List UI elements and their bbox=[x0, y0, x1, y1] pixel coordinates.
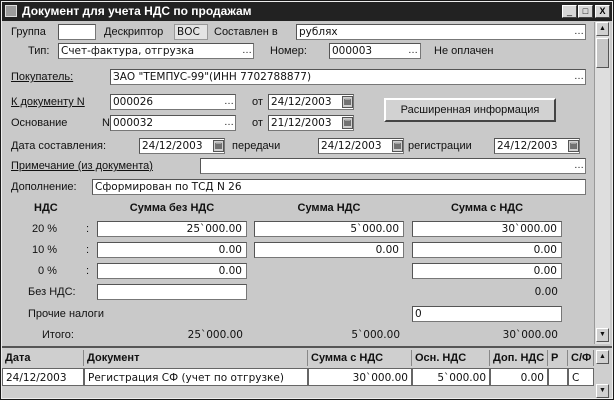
basis-from-label: от bbox=[252, 117, 263, 129]
total-vat: 5`000.00 bbox=[351, 329, 400, 341]
app-icon[interactable] bbox=[5, 5, 17, 17]
total-label: Итого: bbox=[42, 329, 74, 341]
extended-info-button[interactable]: Расширенная информация bbox=[384, 98, 556, 122]
note-field[interactable] bbox=[200, 158, 586, 174]
rate-10-without-vat-field[interactable]: 0.00 bbox=[97, 242, 247, 258]
grid-col-main-vat[interactable]: Осн. НДС bbox=[412, 350, 490, 366]
rate-20-vat-field[interactable]: 5`000.00 bbox=[254, 221, 404, 237]
rate-10-vat-field[interactable]: 0.00 bbox=[254, 242, 404, 258]
maximize-button[interactable]: □ bbox=[578, 5, 593, 18]
descriptor-label: Дескриптор bbox=[104, 26, 164, 38]
basis-calendar-icon[interactable]: ▤ bbox=[343, 118, 352, 127]
number-label: Номер: bbox=[270, 45, 307, 57]
title-bar[interactable] bbox=[2, 2, 612, 21]
grid-scroll-up-icon[interactable]: ▲ bbox=[596, 350, 609, 364]
documents-grid bbox=[2, 346, 612, 399]
transfer-date-field[interactable]: 24/12/2003 bbox=[318, 138, 404, 154]
to-document-label: К документу N bbox=[11, 96, 85, 108]
rate-0-with-vat-field[interactable]: 0.00 bbox=[412, 263, 562, 279]
basis-number-field[interactable]: 000032 bbox=[110, 115, 236, 131]
other-tax-label: Прочие налоги bbox=[28, 308, 104, 320]
no-vat-label: Без НДС: bbox=[28, 286, 76, 298]
doc-type-field[interactable]: Счет-фактура, отгрузка bbox=[58, 43, 254, 59]
note-select-icon[interactable]: … bbox=[574, 160, 584, 171]
colon: : bbox=[86, 223, 90, 235]
rate-10-with-vat-field[interactable]: 0.00 bbox=[412, 242, 562, 258]
registration-date-field[interactable]: 24/12/2003 bbox=[494, 138, 580, 154]
addition-field[interactable]: Сформирован по ТСД N 26 bbox=[92, 179, 586, 195]
group-field[interactable] bbox=[58, 24, 96, 40]
transfer-date-label: передачи bbox=[232, 140, 281, 152]
basis-date-field[interactable]: 21/12/2003 bbox=[268, 115, 354, 131]
grid-cell-document[interactable]: Регистрация СФ (учет по отгрузке) bbox=[84, 368, 308, 386]
transfer-date-calendar-icon[interactable]: ▤ bbox=[393, 141, 402, 150]
grid-scroll-down-icon[interactable]: ▼ bbox=[596, 384, 609, 398]
buyer-field[interactable]: ЗАО "ТЕМПУС-99"(ИНН 7702788877) bbox=[110, 69, 586, 85]
composed-in-label: Составлен в bbox=[214, 26, 278, 38]
grid-col-date[interactable]: Дата bbox=[2, 350, 84, 366]
doc-type-select-icon[interactable]: … bbox=[242, 45, 252, 56]
to-document-select-icon[interactable]: … bbox=[224, 96, 234, 107]
descriptor-field[interactable]: ВОС bbox=[174, 24, 208, 40]
note-label: Примечание (из документа) bbox=[11, 160, 153, 172]
grid-col-sum-with-vat[interactable]: Сумма с НДС bbox=[308, 350, 412, 366]
window-title: Документ для учета НДС по продажам bbox=[22, 4, 252, 18]
composed-date-calendar-icon[interactable]: ▤ bbox=[214, 141, 223, 150]
to-document-from-label: от bbox=[252, 96, 263, 108]
buyer-select-icon[interactable]: … bbox=[574, 71, 584, 82]
grid-cell-sum-with-vat[interactable]: 30`000.00 bbox=[308, 368, 412, 386]
total-with-vat: 30`000.00 bbox=[502, 329, 558, 341]
currency-field[interactable]: рублях bbox=[296, 24, 586, 40]
close-button[interactable]: X bbox=[595, 5, 610, 18]
scroll-down-icon[interactable]: ▼ bbox=[596, 328, 609, 342]
vat-header: НДС bbox=[34, 202, 58, 214]
total-without-vat: 25`000.00 bbox=[187, 329, 243, 341]
grid-cell-main-vat[interactable]: 5`000.00 bbox=[412, 368, 490, 386]
scroll-thumb[interactable] bbox=[596, 38, 609, 68]
group-label: Группа bbox=[11, 26, 46, 38]
composed-date-field[interactable]: 24/12/2003 bbox=[139, 138, 225, 154]
col-vat-sum: Сумма НДС bbox=[297, 202, 361, 214]
grid-col-extra-vat[interactable]: Доп. НДС bbox=[490, 350, 548, 366]
basis-label: Основание bbox=[11, 117, 68, 129]
rate-20-label: 20 % bbox=[32, 223, 58, 235]
type-label: Тип: bbox=[28, 45, 50, 57]
document-window bbox=[1, 1, 613, 399]
no-vat-field[interactable] bbox=[97, 284, 247, 300]
basis-n-label: N bbox=[102, 117, 110, 129]
grid-cell-r[interactable] bbox=[548, 368, 568, 386]
number-select-icon[interactable]: … bbox=[408, 45, 418, 56]
grid-col-sf[interactable]: С/Ф bbox=[568, 350, 594, 366]
rate-0-label: 0 % bbox=[38, 265, 57, 277]
grid-cell-date[interactable]: 24/12/2003 bbox=[2, 368, 84, 386]
vertical-scrollbar[interactable] bbox=[594, 22, 610, 344]
colon: : bbox=[86, 244, 90, 256]
grid-cell-sf[interactable]: С bbox=[568, 368, 594, 386]
rate-10-label: 10 % bbox=[32, 244, 58, 256]
rate-20-without-vat-field[interactable]: 25`000.00 bbox=[97, 221, 247, 237]
grid-col-document[interactable]: Документ bbox=[84, 350, 308, 366]
currency-select-icon[interactable]: … bbox=[574, 26, 584, 37]
registration-date-label: регистрации bbox=[408, 140, 472, 152]
colon: : bbox=[86, 265, 90, 277]
col-sum-with-vat: Сумма с НДС bbox=[450, 202, 524, 214]
grid-cell-extra-vat[interactable]: 0.00 bbox=[490, 368, 548, 386]
col-sum-without-vat: Сумма без НДС bbox=[129, 202, 215, 214]
no-vat-with-vat-value: 0.00 bbox=[534, 286, 558, 298]
scroll-up-icon[interactable]: ▲ bbox=[596, 22, 609, 36]
grid-col-r[interactable]: Р bbox=[548, 350, 568, 366]
number-field[interactable]: 000003 bbox=[329, 43, 421, 59]
payment-status: Не оплачен bbox=[434, 45, 494, 57]
to-document-calendar-icon[interactable]: ▤ bbox=[343, 97, 352, 106]
other-tax-field[interactable]: 0 bbox=[412, 306, 562, 322]
buyer-label: Покупатель: bbox=[11, 71, 74, 83]
registration-date-calendar-icon[interactable]: ▤ bbox=[569, 141, 578, 150]
addition-label: Дополнение: bbox=[11, 181, 77, 193]
minimize-button[interactable]: _ bbox=[562, 5, 577, 18]
basis-select-icon[interactable]: … bbox=[224, 117, 234, 128]
composed-date-label: Дата составления: bbox=[11, 140, 107, 152]
rate-20-with-vat-field[interactable]: 30`000.00 bbox=[412, 221, 562, 237]
to-document-date-field[interactable]: 24/12/2003 bbox=[268, 94, 354, 110]
rate-0-without-vat-field[interactable]: 0.00 bbox=[97, 263, 247, 279]
to-document-number-field[interactable]: 000026 bbox=[110, 94, 236, 110]
